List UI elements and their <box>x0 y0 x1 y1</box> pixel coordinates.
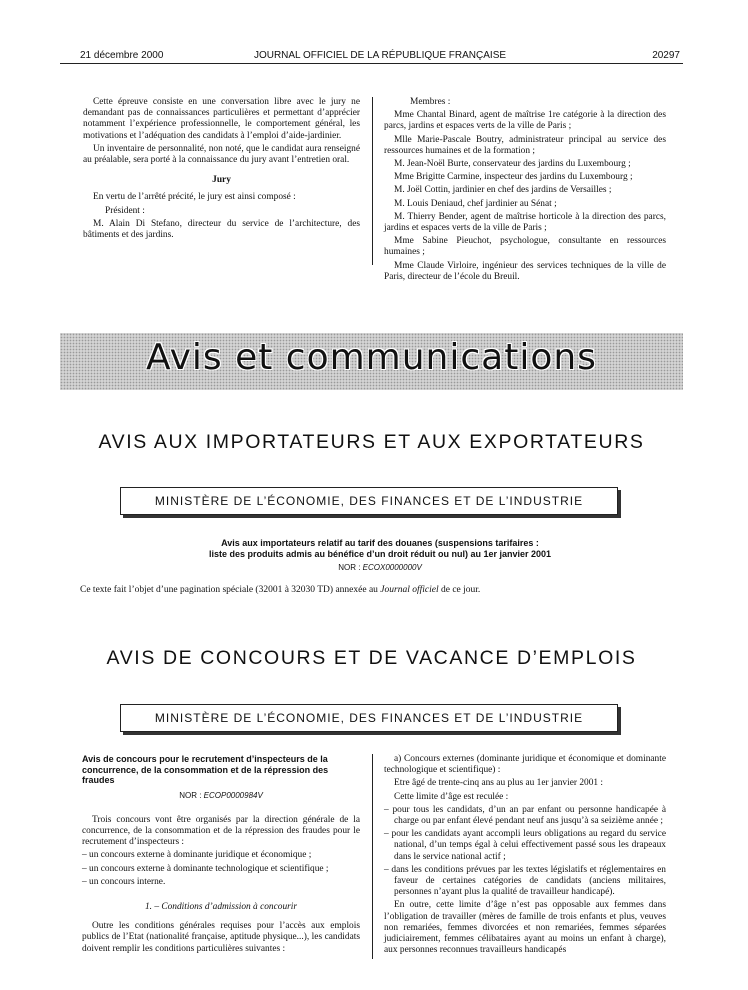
president-label: Président : <box>105 205 145 216</box>
ministry-box: MINISTÈRE DE L’ÉCONOMIE, DES FINANCES ET DE L’INDUSTRIE <box>120 704 618 732</box>
concours-right-column <box>384 754 666 958</box>
paragraph: Outre les conditions générales requises pour l’accès aux emplois publics de l’Etat (nationalité française, aptitude physique...), les candidats doivent remplir les conditions particulières suivantes : <box>82 921 360 954</box>
banner-title: Avis et communications <box>146 337 597 378</box>
concours-left-column <box>82 754 360 957</box>
president-entry: M. Alain Di Stefano, directeur du service de l’architecture, des bâtiments et des jardins. <box>83 218 360 241</box>
concours-title: Avis de concours pour le recrutement d’inspecteurs de la concurrence, de la consommation et de la répression des fraudes <box>82 754 329 785</box>
column-divider <box>372 754 373 959</box>
header-page-number: 20297 <box>652 50 680 61</box>
list-item: – pour tous les candidats, d’un an par enfant ou personne handicapée à charge ou par enfant élevé pendant neuf ans jusqu’à sa seizième année ; <box>384 804 666 827</box>
ministry-box: MINISTÈRE DE L’ÉCONOMIE, DES FINANCES ET DE L’INDUSTRIE <box>120 487 618 515</box>
member-entry: Mme Brigitte Carmine, inspecteur des jardins du Luxembourg ; <box>394 172 633 183</box>
list-item: – un concours externe à dominante technologique et scientifique ; <box>82 863 329 874</box>
note-text: Ce texte fait l’objet d’une pagination spéciale (32001 à 32030 TD) annexée au <box>80 585 381 595</box>
list-item: – pour les candidats ayant accompli leurs obligations au regard du service national, d’un temps égal à celui effectivement passé sous les drapeaux dans le service national actif ; <box>384 829 666 862</box>
member-entry: Mlle Marie-Pascale Boutry, administrateur principal au service des ressources humaines et de la formation ; <box>384 134 666 156</box>
section-title-concours: AVIS DE CONCOURS ET DE VACANCE D’EMPLOIS <box>106 647 637 669</box>
top-left-column <box>83 97 360 243</box>
header-date: 21 décembre 2000 <box>80 50 164 61</box>
nor-code: ECOP0000984V <box>203 790 263 800</box>
section-title-importateurs: AVIS AUX IMPORTATEURS ET AUX EXPORTATEURS <box>98 431 645 453</box>
member-entry: Mme Claude Virloire, ingénieur des services techniques de la ville de Paris, directeur de l’école du Breuil. <box>384 260 666 282</box>
header-rule <box>60 63 683 64</box>
list-item: – un concours interne. <box>82 876 166 887</box>
note-text-end: de ce jour. <box>438 585 481 595</box>
nor-label: NOR : <box>179 790 202 800</box>
paragraph: Trois concours vont être organisés par la direction générale de la concurrence, de la consommation et de la répression des fraudes pour le recrutement d’inspecteurs : <box>82 814 360 848</box>
column-divider <box>372 97 373 265</box>
nor-code: ECOX0000000V <box>362 563 422 572</box>
avis-title <box>80 538 680 573</box>
member-entry: M. Thierry Bender, agent de maîtrise horticole à la direction des parcs, jardins et espaces verts de la ville de Paris ; <box>384 211 666 234</box>
paragraph: En outre, cette limite d’âge n’est pas opposable aux femmes dans l’obligation de travailler (mères de famille de trois enfants et plus, veuves non remariées, femmes divorcées et non remariées, femmes séparées judiciairement, femmes célibataires ayant au moins un enfant à charge), aux personnes reconnues travailleurs handicapés <box>384 900 666 956</box>
pagination-note <box>80 585 680 595</box>
list-item: – dans les conditions prévues par les textes législatifs et réglementaires en faveur de certaines catégories de candidats (anciens militaires, personnes n’ayant plus la qualité de travailleur handicapé). <box>384 864 666 898</box>
member-entry: Mme Sabine Pieuchot, psychologue, consultante en ressources humaines ; <box>384 236 666 258</box>
note-journal: Journal officiel <box>380 585 439 595</box>
paragraph: En vertu de l’arrêté précité, le jury est ainsi composé : <box>93 192 296 203</box>
member-entry: M. Joël Cottin, jardinier en chef des jardins de Versailles ; <box>394 185 612 196</box>
paragraph: a) Concours externes (dominante juridique et économique et dominante technologique et scientifique) : <box>384 754 666 776</box>
section-banner <box>60 333 683 390</box>
header-journal-title: JOURNAL OFFICIEL DE LA RÉPUBLIQUE FRANÇAISE <box>253 50 507 61</box>
member-entry: M. Louis Deniaud, chef jardinier au Sénat ; <box>394 198 557 209</box>
list-item: – un concours externe à dominante juridique et économique ; <box>82 850 312 861</box>
paragraph: Cette limite d’âge est reculée : <box>394 791 509 802</box>
avis-title-line: liste des produits admis au bénéfice d’un droit réduit ou nul) au 1er janvier 2001 <box>208 549 552 559</box>
paragraph: Etre âgé de trente-cinq ans au plus au 1er janvier 2001 : <box>394 778 604 789</box>
nor-label: NOR : <box>338 563 361 572</box>
paragraph: Cette épreuve consiste en une conversation libre avec le jury ne demandant pas de connaissances particulières et permettant d’apprécier notamment l’expérience professionnelle, le comportement général, les motivations et l’adéquation des candidats à l’emploi d’aide-jardinier. <box>83 97 360 141</box>
member-entry: M. Jean-Noël Burte, conservateur des jardins du Luxembourg ; <box>394 159 631 170</box>
top-right-column <box>384 97 666 285</box>
avis-title-line: Avis aux importateurs relatif au tarif des douanes (suspensions tarifaires : <box>221 538 539 548</box>
nor-reference <box>80 562 680 573</box>
subheading: 1. – Conditions d’admission à concourir <box>144 901 298 912</box>
member-entry: Mme Chantal Binard, agent de maîtrise 1re catégorie à la direction des parcs, jardins et espaces verts de la ville de Paris ; <box>384 110 666 132</box>
paragraph: Un inventaire de personnalité, non noté, que le candidat aura renseigné au préalable, sera porté à la connaissance du jury avant l’entretien oral. <box>83 143 360 166</box>
jury-heading: Jury <box>212 175 231 186</box>
nor-reference <box>82 790 360 801</box>
members-label: Membres : <box>410 97 451 107</box>
